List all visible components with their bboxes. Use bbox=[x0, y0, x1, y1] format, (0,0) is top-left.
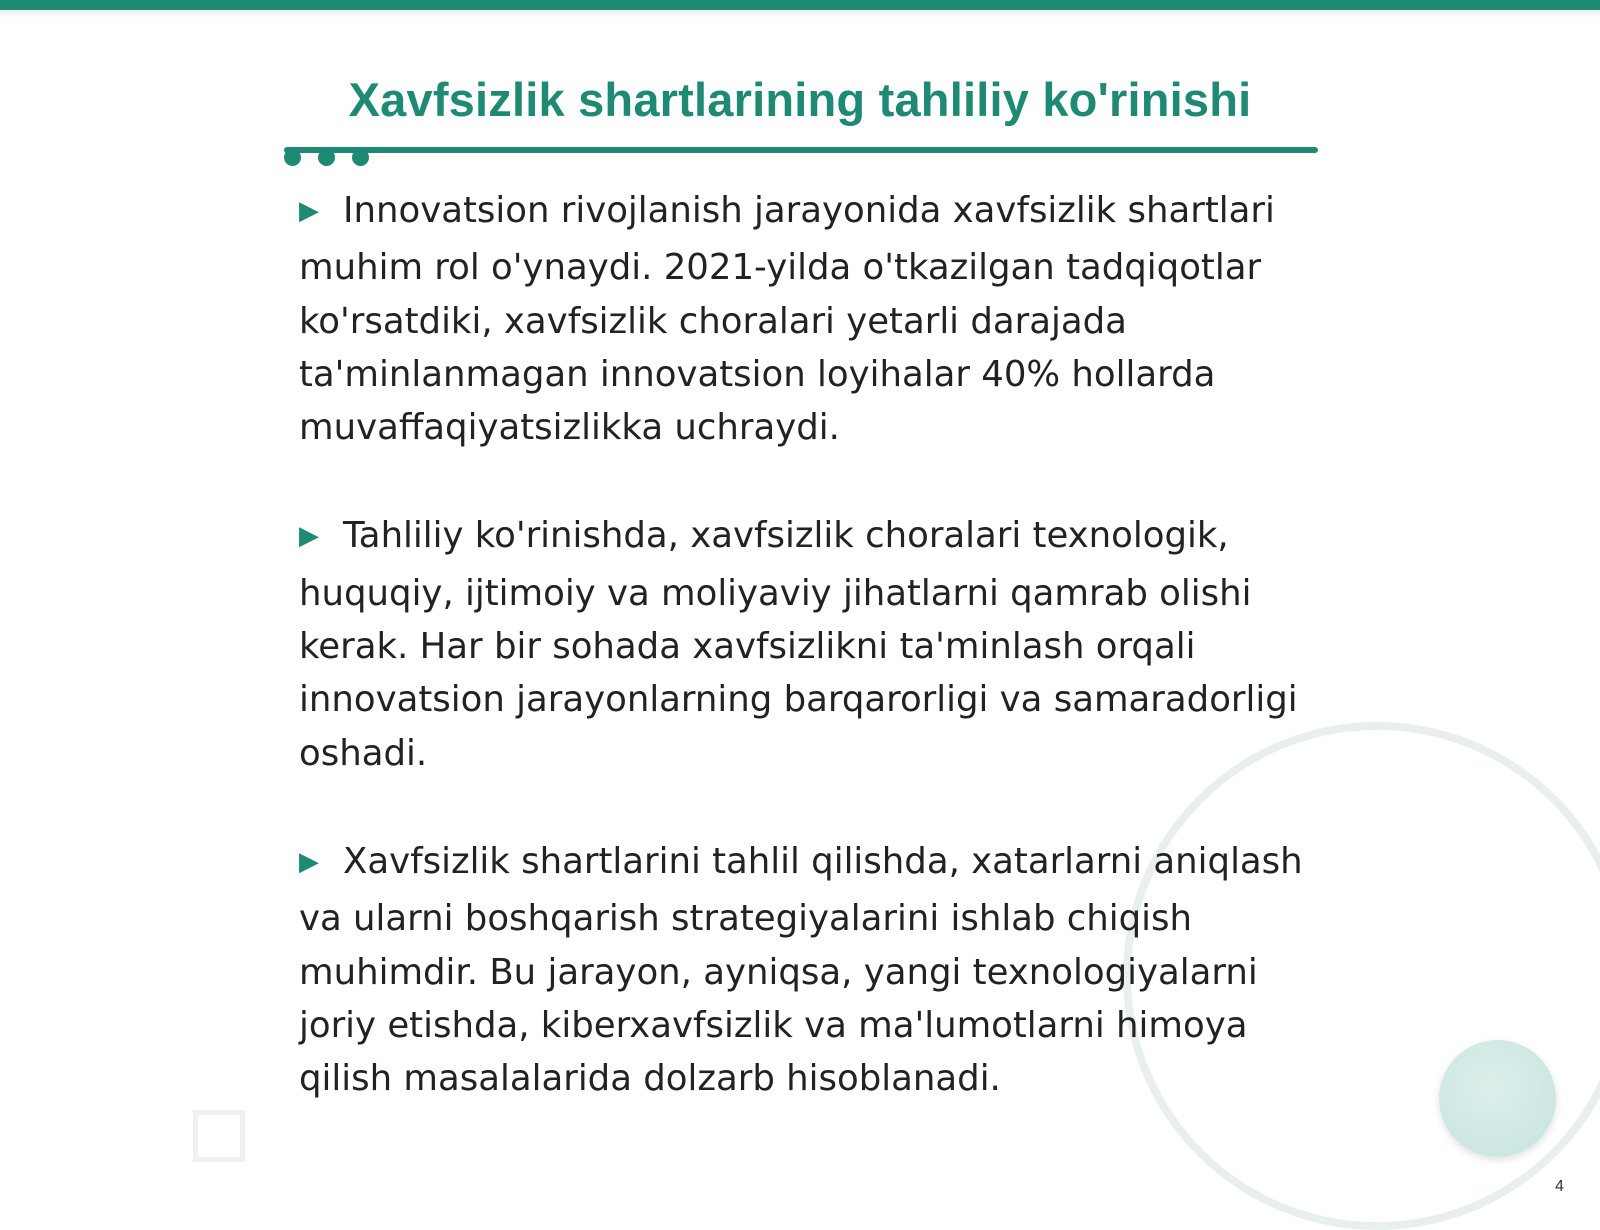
bullet-text: Tahliliy ko'rinishda, xavfsizlik choralari texnologik, huquqiy, ijtimoiy va moliyaviy jihatlarni qamrab olishi kerak. Har bir sohada xavfsizlikni ta'minlash orqali innovatsion jarayonlarning barqarorligi va samaradorligi oshadi. bbox=[299, 515, 1298, 774]
title-underline bbox=[284, 147, 1318, 153]
bullet-list bbox=[299, 184, 1309, 1160]
decorative-dot bbox=[284, 149, 301, 166]
decorative-dot bbox=[352, 149, 369, 166]
bullet-item bbox=[299, 835, 1309, 1105]
page-number: 4 bbox=[1555, 1178, 1564, 1195]
top-bar-shadow bbox=[0, 10, 1600, 18]
triangle-right-icon: ▶ bbox=[299, 196, 319, 226]
triangle-right-icon: ▶ bbox=[299, 521, 319, 552]
triangle-right-icon: ▶ bbox=[299, 846, 319, 877]
decorative-disc bbox=[1439, 1040, 1556, 1157]
bullet-item bbox=[299, 184, 1309, 454]
slide-title: Xavfsizlik shartlarining tahliliy ko'rinishi bbox=[348, 73, 1252, 126]
bullet-text: Xavfsizlik shartlarini tahlil qilishda, xatarlarni aniqlash va ularni boshqarish strategiyalarini ishlab chiqish muhimdir. Bu jarayon, ayniqsa, yangi texnologiyalarni joriy etishda, kiberxavfsizlik va ma'lumotlarni himoya qilish masalalarida dolzarb hisoblanadi. bbox=[299, 840, 1303, 1100]
top-accent-bar bbox=[0, 0, 1600, 10]
decorative-dot bbox=[318, 149, 335, 166]
decorative-square bbox=[193, 1110, 245, 1162]
bullet-item bbox=[299, 509, 1309, 779]
bullet-text: Innovatsion rivojlanish jarayonida xavfsizlik shartlari muhim rol o'ynaydi. 2021-yilda o'tkazilgan tadqiqotlar ko'rsatdiki, xavfsizlik choralari yetarli darajada ta'minlanmagan innovatsion loyihalar 40% hollarda muvaffaqiyatsizlikka uchraydi. bbox=[299, 190, 1275, 449]
